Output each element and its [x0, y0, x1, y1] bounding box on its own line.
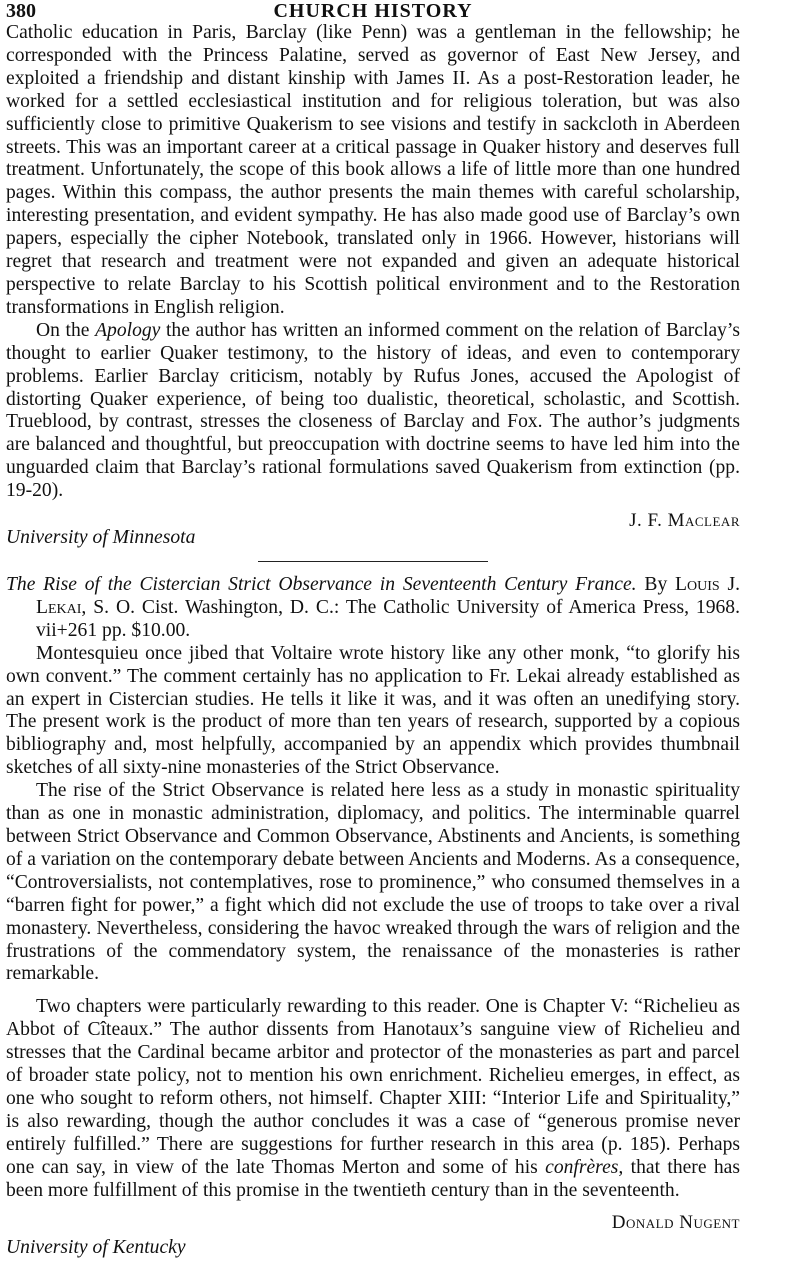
book-author: Louis J. Lekai	[36, 574, 740, 618]
page-header	[6, 0, 740, 22]
apology-title: Apology	[95, 319, 161, 341]
review1-reviewer: J. F. Maclear	[629, 510, 740, 532]
review2-paragraph-2: The rise of the Strict Observance is related here less as a study in monastic spirituality than as one in monastic administration, diplomacy, and politics. The interminable quarrel between Strict Observance and Common Observance, Abstinents and Ancients, is something of a variation on the contemporary debate between Ancients and Moderns. As a consequence, “Controversialists, not contemplatives, rose to prominence,” who consumed themselves in a “barren fight for power,” a fight which did not exclude the use of troops to take over a rival monastery. Nevertheless, considering the havoc wreaked through the wars of religion and the frustrations of the commendatory system, the renaissance of the monasteries is rather remarkable.	[6, 780, 740, 985]
journal-page	[6, 0, 740, 1259]
review1-paragraph-2: On the Apology the author has written an informed comment on the relation of Barclay’s thought to earlier Quaker testimony, to the history of ideas, and even to contemporary problems. Earlier Barclay criticism, notably by Rufus Jones, accused the Apologist of distorting Quaker experience, of being too dualistic, theoretical, scholastic, and Scottish. Trueblood, by contrast, stresses the closeness of Barclay and Fox. The author’s judgments are balanced and thoughtful, but preoccupation with doctrine seems to have led him into the unguarded claim that Barclay’s rational formulations saved Quakerism from extinction (pp. 19-20).	[6, 319, 741, 502]
review2-citation: The Rise of the Cistercian Strict Observance in Seventeenth Century France. By Louis J. Lekai, S. O. Cist. Washington, D. C.: The Catholic University of America Press, 1968. vii+261 pp. $10.00.	[6, 574, 740, 641]
review2-reviewer: Donald Nugent	[611, 1211, 740, 1233]
publication-info: , S. O. Cist. Washington, D. C.: The Catholic University of America Press, 1968. vii+261 pp. $10.00.	[36, 596, 740, 641]
confreres-word: confrères,	[545, 1156, 624, 1178]
section-divider	[258, 561, 488, 562]
book-title: The Rise of the Cistercian Strict Observance in Seventeenth Century France.	[6, 574, 637, 596]
running-head: CHURCH HISTORY	[273, 0, 473, 22]
review1-affiliation: University of Minnesota	[6, 527, 196, 549]
review2-paragraph-3: Two chapters were particularly rewarding to this reader. One is Chapter V: “Richelieu as Abbot of Cîteaux.” The author dissents from Hanotaux’s sanguine view of Richelieu and stresses that the Cardinal became arbitor and protector of the monasteries as part and parcel of broader state policy, not to mention his own enrichment. Richelieu emerges, in effect, as one who sought to reform others, not himself. Chapter XIII: “Interior Life and Spirituality,” is also rewarding, though the author concludes it was a case of “generous promise never entirely fulfilled.” There are suggestions for further research in this area (p. 185). Perhaps one can say, in view of the late Thomas Merton and some of his confrères, that there has been more fulfillment of this promise in the twentieth century than in the seventeenth.	[6, 996, 740, 1201]
review2-affiliation: University of Kentucky	[6, 1236, 186, 1258]
review2-paragraph-1: Montesquieu once jibed that Voltaire wrote history like any other monk, “to glorify his own convent.” The comment certainly has no application to Fr. Lekai already established as an expert in Cistercian studies. He tells it like it was, and it was often an unedifying story. The present work is the product of more than ten years of research, supported by a copious bibliography and, most helpfully, accompanied by an appendix which provides thumbnail sketches of all sixty-nine monasteries of the Strict Observance.	[6, 642, 740, 779]
page-number: 380	[6, 0, 36, 22]
review1-paragraph-1: Catholic education in Paris, Barclay (like Penn) was a gentleman in the fellowship; he corresponded with the Princess Palatine, served as governor of East New Jersey, and exploited a friendship and distant kinship with James II. As a post-Restoration leader, he worked for a settled ecclesiastical institution and for religious toleration, but was also sufficiently close to primitive Quakerism to see visions and testify in sackcloth in Aberdeen streets. This was an important career at a critical passage in Quaker history and deserves full treatment. Unfortunately, the scope of this book allows a life of little more than one hundred pages. Within this compass, the author presents the main themes with careful scholarship, interesting presentation, and evident sympathy. He has also made good use of Barclay’s own papers, especially the cipher Notebook, translated only in 1966. However, historians will regret that research and treatment were not expanded and given an adequate historical perspective to relate Barclay to his Scottish political environment and to the Restoration transformations in English religion.	[6, 22, 740, 318]
